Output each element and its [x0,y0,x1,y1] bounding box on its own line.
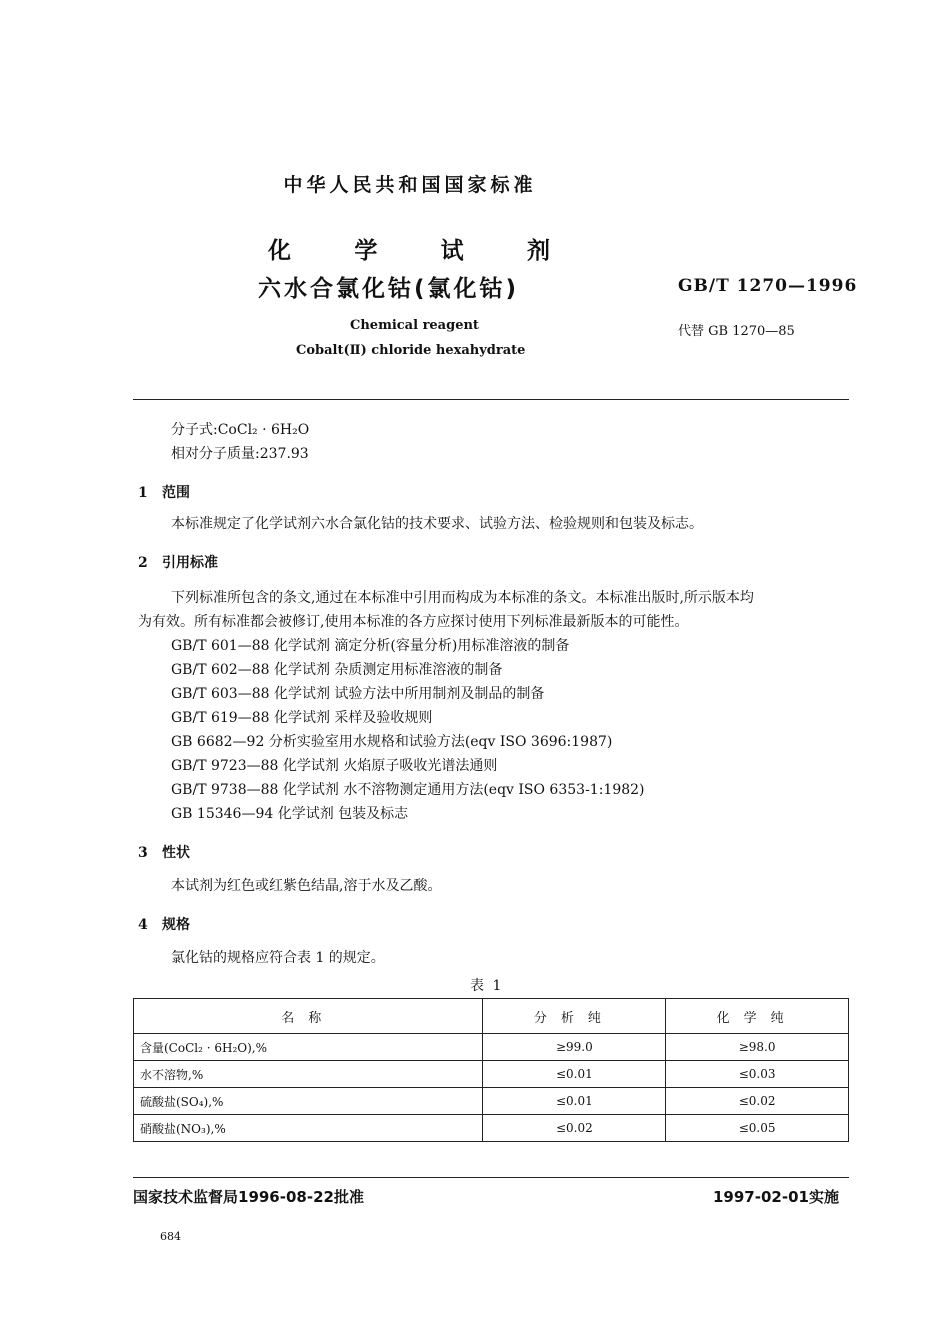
references-intro-line-2: 为有效。所有标准都会被修订,使用本标准的各方应探讨使用下列标准最新版本的可能性。 [138,614,689,630]
reference-item: GB/T 603—88 化学试剂 试验方法中所用制剂及制品的制备 [171,686,545,702]
reference-item: GB/T 9723—88 化学试剂 火焰原子吸收光谱法通则 [171,758,498,774]
reference-item: GB/T 602—88 化学试剂 杂质测定用标准溶液的制备 [171,662,503,678]
reference-item: GB 6682—92 分析实验室用水规格和试验方法(eqv ISO 3696:1987) [171,734,613,750]
table-row [134,1034,849,1061]
section-heading-properties [138,842,190,862]
section-heading-references [138,552,218,572]
section-title: 规格 [162,917,190,933]
title-char: 试 [440,238,464,264]
row-ar-value: ≤0.01 [483,1061,666,1088]
section-number: 3 [138,845,148,861]
row-cp-value: ≤0.05 [666,1115,849,1142]
section-heading-scope [138,482,190,502]
row-ar-value: ≥99.0 [483,1034,666,1061]
title-char: 学 [354,238,378,264]
section-title: 范围 [162,485,190,501]
title-line-2: 六水合氯化钴(氯化钴) [258,276,520,302]
row-name: 水不溶物,% [134,1061,483,1088]
reference-item: GB 15346—94 化学试剂 包装及标志 [171,806,409,822]
properties-paragraph: 本试剂为红色或红紫色结晶,溶于水及乙酸。 [171,878,442,894]
table-row [134,1061,849,1088]
page-number: 684 [160,1230,181,1243]
table-header-row [134,999,849,1034]
section-number: 1 [138,485,148,501]
replaces-standard: 代替 GB 1270—85 [678,324,795,339]
reference-item: GB/T 619—88 化学试剂 采样及验收规则 [171,710,433,726]
section-title: 性状 [162,845,190,861]
standard-code: GB/T 1270—1996 [678,276,858,296]
english-title-line-1: Chemical reagent [350,318,479,333]
reference-item: GB/T 9738—88 化学试剂 水不溶物测定通用方法(eqv ISO 6353-1:1982) [171,782,645,798]
section-heading-specification [138,914,190,934]
table-caption: 表 1 [470,978,504,994]
approval-statement: 国家技术监督局1996-08-22批准 [133,1188,364,1206]
row-cp-value: ≤0.03 [666,1061,849,1088]
footer-divider [133,1177,849,1178]
row-cp-value: ≤0.02 [666,1088,849,1115]
column-header-chemically-pure: 化学纯 [666,999,849,1034]
title-char: 化 [268,238,291,264]
title-char: 剂 [526,238,550,264]
effective-date: 1997-02-01实施 [713,1188,839,1206]
row-cp-value: ≥98.0 [666,1034,849,1061]
reference-item: GB/T 601—88 化学试剂 滴定分析(容量分析)用标准溶液的制备 [171,638,570,654]
row-ar-value: ≤0.02 [483,1115,666,1142]
section-title: 引用标准 [162,555,218,571]
references-intro-line-1: 下列标准所包含的条文,通过在本标准中引用而构成为本标准的条文。本标准出版时,所示版本均 [171,590,754,606]
row-name: 硝酸盐(NO₃),% [134,1115,483,1142]
row-name: 硫酸盐(SO₄),% [134,1088,483,1115]
national-standard-heading: 中华人民共和国国家标准 [283,174,537,196]
section-number: 4 [138,917,148,933]
section-number: 2 [138,555,148,571]
table-row [134,1088,849,1115]
scope-paragraph: 本标准规定了化学试剂六水合氯化钴的技术要求、试验方法、检验规则和包装及标志。 [171,516,703,532]
header-divider [133,399,849,400]
title-line-1 [268,232,550,265]
column-header-analytical-reagent: 分析纯 [483,999,666,1034]
row-ar-value: ≤0.01 [483,1088,666,1115]
specification-paragraph: 氯化钴的规格应符合表 1 的规定。 [171,950,385,966]
table-row [134,1115,849,1142]
reference-list [171,634,645,826]
row-name: 含量(CoCl₂ · 6H₂O),% [134,1034,483,1061]
specification-table [133,998,849,1142]
column-header-name: 名称 [134,999,483,1034]
english-title-line-2: Cobalt(Ⅱ) chloride hexahydrate [296,343,526,358]
molecular-mass: 相对分子质量:237.93 [171,446,309,462]
molecular-formula: 分子式:CoCl₂ · 6H₂O [171,422,310,438]
